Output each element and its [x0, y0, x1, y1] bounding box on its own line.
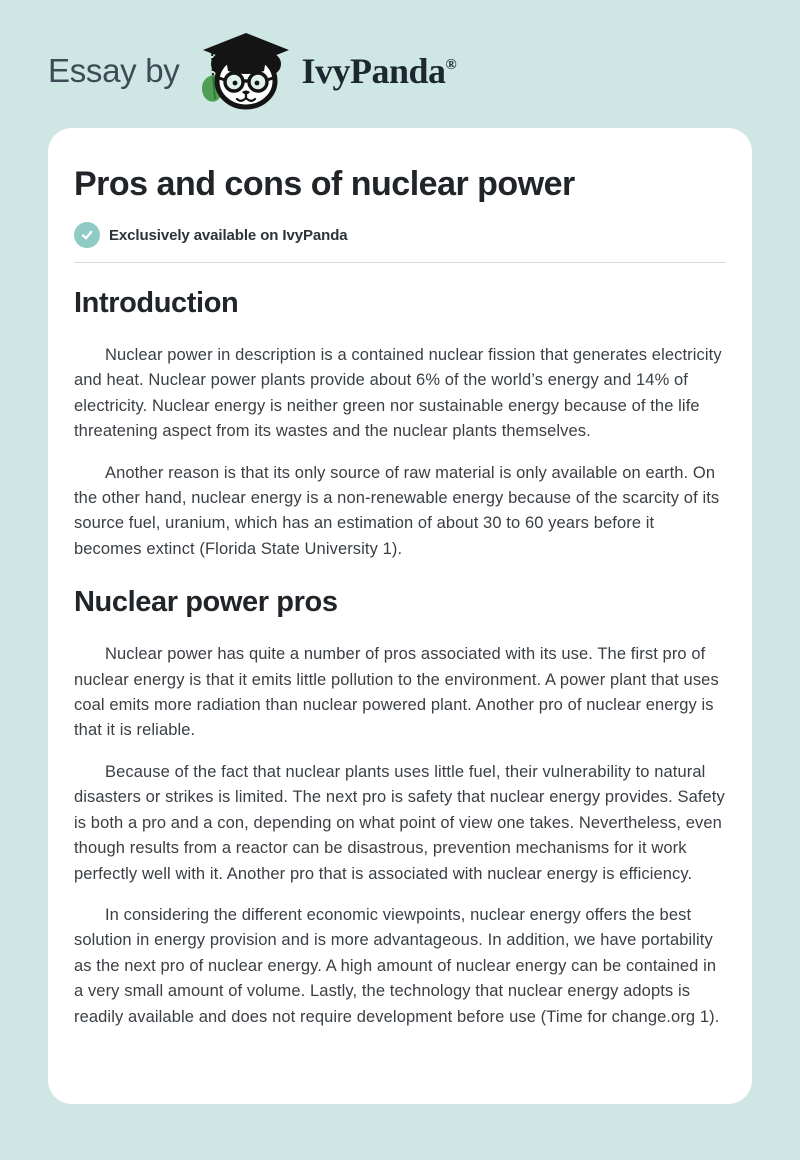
paragraph: Nuclear power has quite a number of pros associated with its use. The first pro of nuclear energy is that it emits little pollution to the environment. A power plant that uses coal emits more radiation than nuclear powered plant. Another pro of nuclear energy is that it is reliable. [74, 645, 719, 740]
essay-by-label: Essay by [48, 52, 180, 89]
exclusive-note-row [74, 222, 726, 248]
brand-name[interactable] [302, 50, 457, 92]
site-header [0, 0, 800, 112]
paragraph: Because of the fact that nuclear plants uses little fuel, their vulnerability to natural disasters or strikes is limited. The next pro is safety that nuclear energy provides. Safety is both a pro and a con, depending on what point of view one takes. Nevertheless, even though results from a reactor can be disastrous, prevention mechanisms for it work perfectly well with it. Another pro that is associated with nuclear energy is efficiency. [74, 762, 725, 883]
paragraph: Nuclear power in description is a contained nuclear fission that generates electricity and heat. Nuclear power plants provide about 6% of the world’s energy and 14% of electricity. Nuclear energy is neither green nor sustainable energy because of the life threatening aspect from its wastes and the nuclear plants themselves. [74, 346, 722, 441]
exclusive-note-label: Exclusively available on IvyPanda [109, 226, 348, 244]
paragraph: In considering the different economic viewpoints, nuclear energy offers the best solution in energy provision and is more advantageous. In addition, we have portability as the next pro of nuclear energy. A high amount of nuclear energy can be contained in a very small amount of volume. Lastly, the technology that nuclear energy adopts is readily available and does not require development before use (Time for change.org 1). [74, 905, 720, 1026]
section-heading-introduction: Introduction [74, 287, 239, 319]
section-heading-nuclear-power-pros: Nuclear power pros [74, 586, 338, 619]
paragraph: Another reason is that its only source of raw material is only available on earth. On the other hand, nuclear energy is a non-renewable energy because of the scarcity of its source fuel, uranium, which has an estimation of about 30 to 60 years before it becomes extinct (Florida State University 1). [74, 463, 720, 558]
panda-graduate-logo-icon[interactable] [192, 31, 296, 111]
page-title: Pros and cons of nuclear power [74, 165, 575, 203]
registered-trademark: ® [445, 57, 457, 73]
brand-name-text: IvyPanda [301, 51, 446, 91]
check-icon [74, 222, 100, 248]
divider [74, 262, 726, 263]
essay-card [48, 128, 752, 1104]
